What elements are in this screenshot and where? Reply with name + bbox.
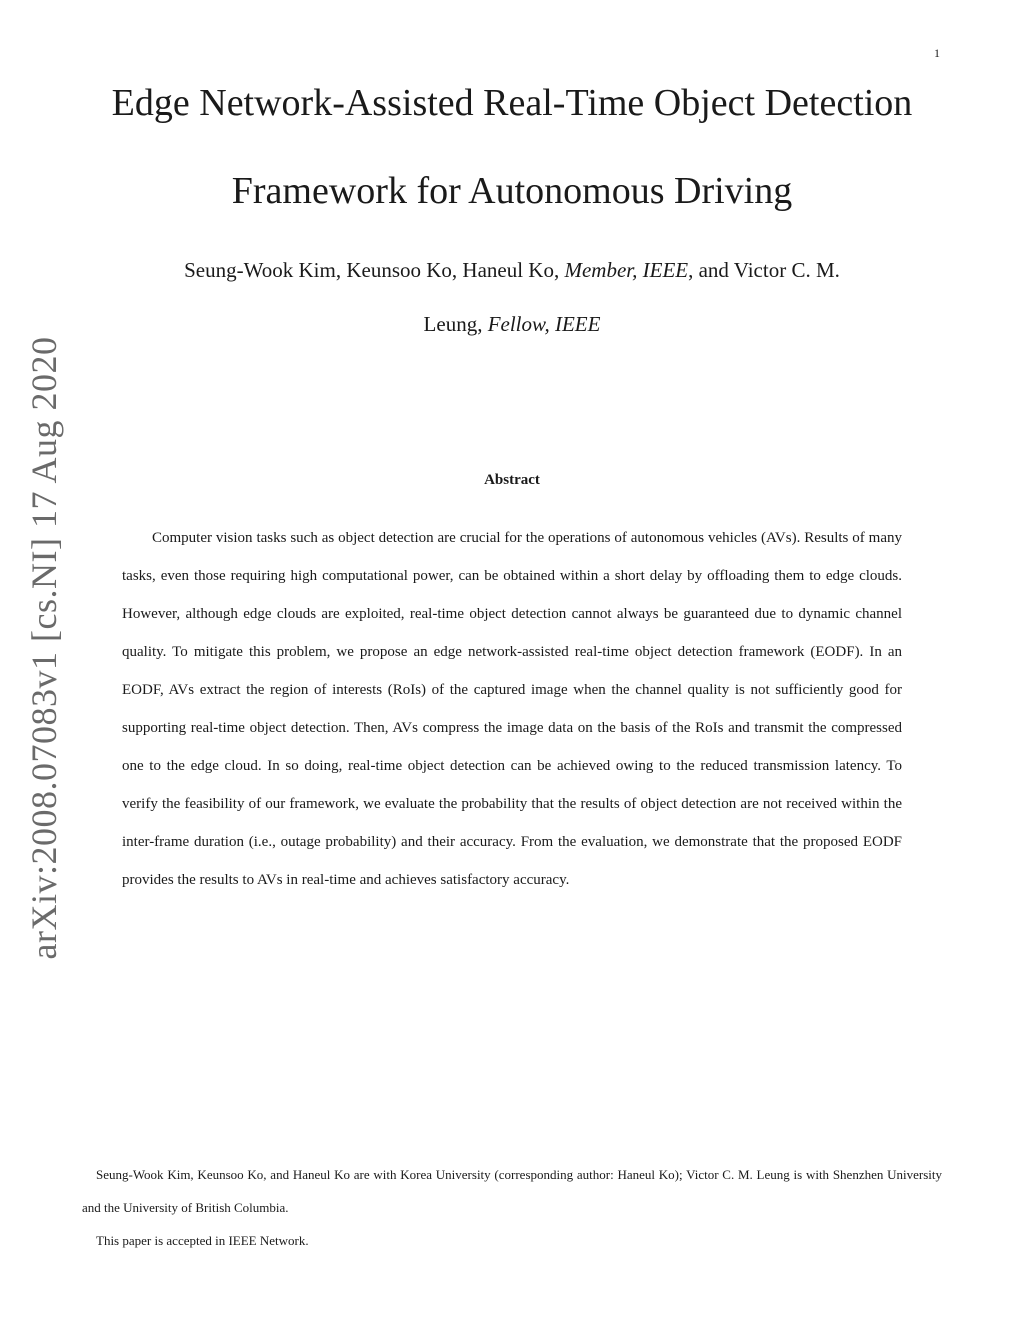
author-surname: Leung,	[423, 312, 488, 336]
author-names-continued: , and Victor C. M.	[688, 258, 840, 282]
author-fellowship: Fellow, IEEE	[487, 312, 601, 336]
arxiv-identifier-stamp[interactable]: arXiv:2008.07083v1 [cs.NI] 17 Aug 2020	[24, 336, 64, 960]
author-names: Seung-Wook Kim, Keunsoo Ko, Haneul Ko,	[184, 258, 565, 282]
footnote-acceptance: This paper is accepted in IEEE Network.	[96, 1233, 309, 1248]
author-list-line-2	[0, 314, 1024, 335]
paper-title-line-2: Framework for Autonomous Driving	[231, 170, 793, 212]
paper-title-line-1: Edge Network-Assisted Real-Time Object Detection	[111, 82, 913, 124]
author-list-line-1	[0, 260, 1024, 281]
page-number: 1	[934, 46, 940, 60]
abstract-body: Computer vision tasks such as object detection are crucial for the operations of autonomous vehicles (AVs). Results of many tasks, even those requiring high computational power, can be obtained within a short delay by offloading them to edge clouds. However, although edge clouds are exploited, real-time object detection cannot always be guaranteed due to dynamic channel quality. To mitigate this problem, we propose an edge network-assisted real-time object detection framework (EODF). In an EODF, AVs extract the region of interests (RoIs) of the captured image when the channel quality is not sufficiently good for supporting real-time object detection. Then, AVs compress the image data on the basis of the RoIs and transmit the compressed one to the edge cloud. In so doing, real-time object detection can be achieved owing to the reduced transmission latency. To verify the feasibility of our framework, we evaluate the probability that the results of object detection are not received within the inter-frame duration (i.e., outage probability) and their accuracy. From the evaluation, we demonstrate that the proposed EODF provides the results to AVs in real-time and achieves satisfactory accuracy.	[122, 530, 902, 888]
abstract-heading: Abstract	[484, 472, 540, 488]
footnote-affiliations: Seung-Wook Kim, Keunsoo Ko, and Haneul Ko are with Korea University (corresponding author: Haneul Ko); Victor C. M. Leung is with Shenzhen University and the University of British Columbia.	[82, 1167, 942, 1215]
author-membership: Member, IEEE	[564, 258, 689, 282]
